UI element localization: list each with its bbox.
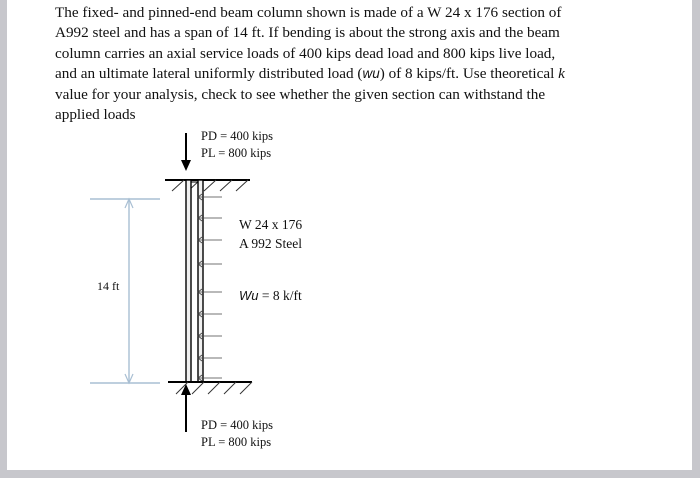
problem-line-1: The fixed- and pinned-end beam column shown is made of a W 24 x 176 section of — [55, 4, 562, 21]
problem-line-5: value for your analysis, check to see whether the given section can withstand the — [55, 85, 546, 103]
top-fixed-support — [165, 180, 250, 191]
bottom-pinned-support — [168, 382, 252, 394]
bottom-load-pl: PL = 800 kips — [201, 435, 272, 449]
wu-symbol: wu — [362, 66, 380, 82]
section-label: W 24 x 176 — [239, 217, 303, 232]
top-load-pd: PD = 400 kips — [201, 129, 273, 143]
top-load-arrow — [181, 133, 191, 171]
distributed-load-label — [239, 288, 302, 303]
wu-label-symbol: Wu — [239, 288, 259, 303]
problem-line-4a: and an ultimate lateral uniformly distributed load ( — [55, 65, 363, 83]
k-symbol: k — [558, 65, 565, 83]
problem-line-6: applied loads — [55, 106, 136, 124]
span-label: 14 ft — [97, 279, 120, 293]
top-load-pl: PL = 800 kips — [201, 146, 272, 160]
problem-line-2: A992 steel and has a span of 14 ft. If bending is about the strong axis and the beam — [55, 24, 560, 42]
material-label: A 992 Steel — [239, 236, 302, 251]
column-member — [186, 180, 203, 382]
bottom-load-arrow — [181, 384, 191, 432]
problem-line-4b: ) of 8 kips/ft. Use theoretical — [379, 65, 559, 83]
problem-line-3: column carries an axial service loads of 400 kips dead load and 800 kips live load, — [55, 44, 556, 62]
bottom-load-pd: PD = 400 kips — [201, 418, 273, 432]
wu-label-value: = 8 k/ft — [258, 288, 302, 303]
